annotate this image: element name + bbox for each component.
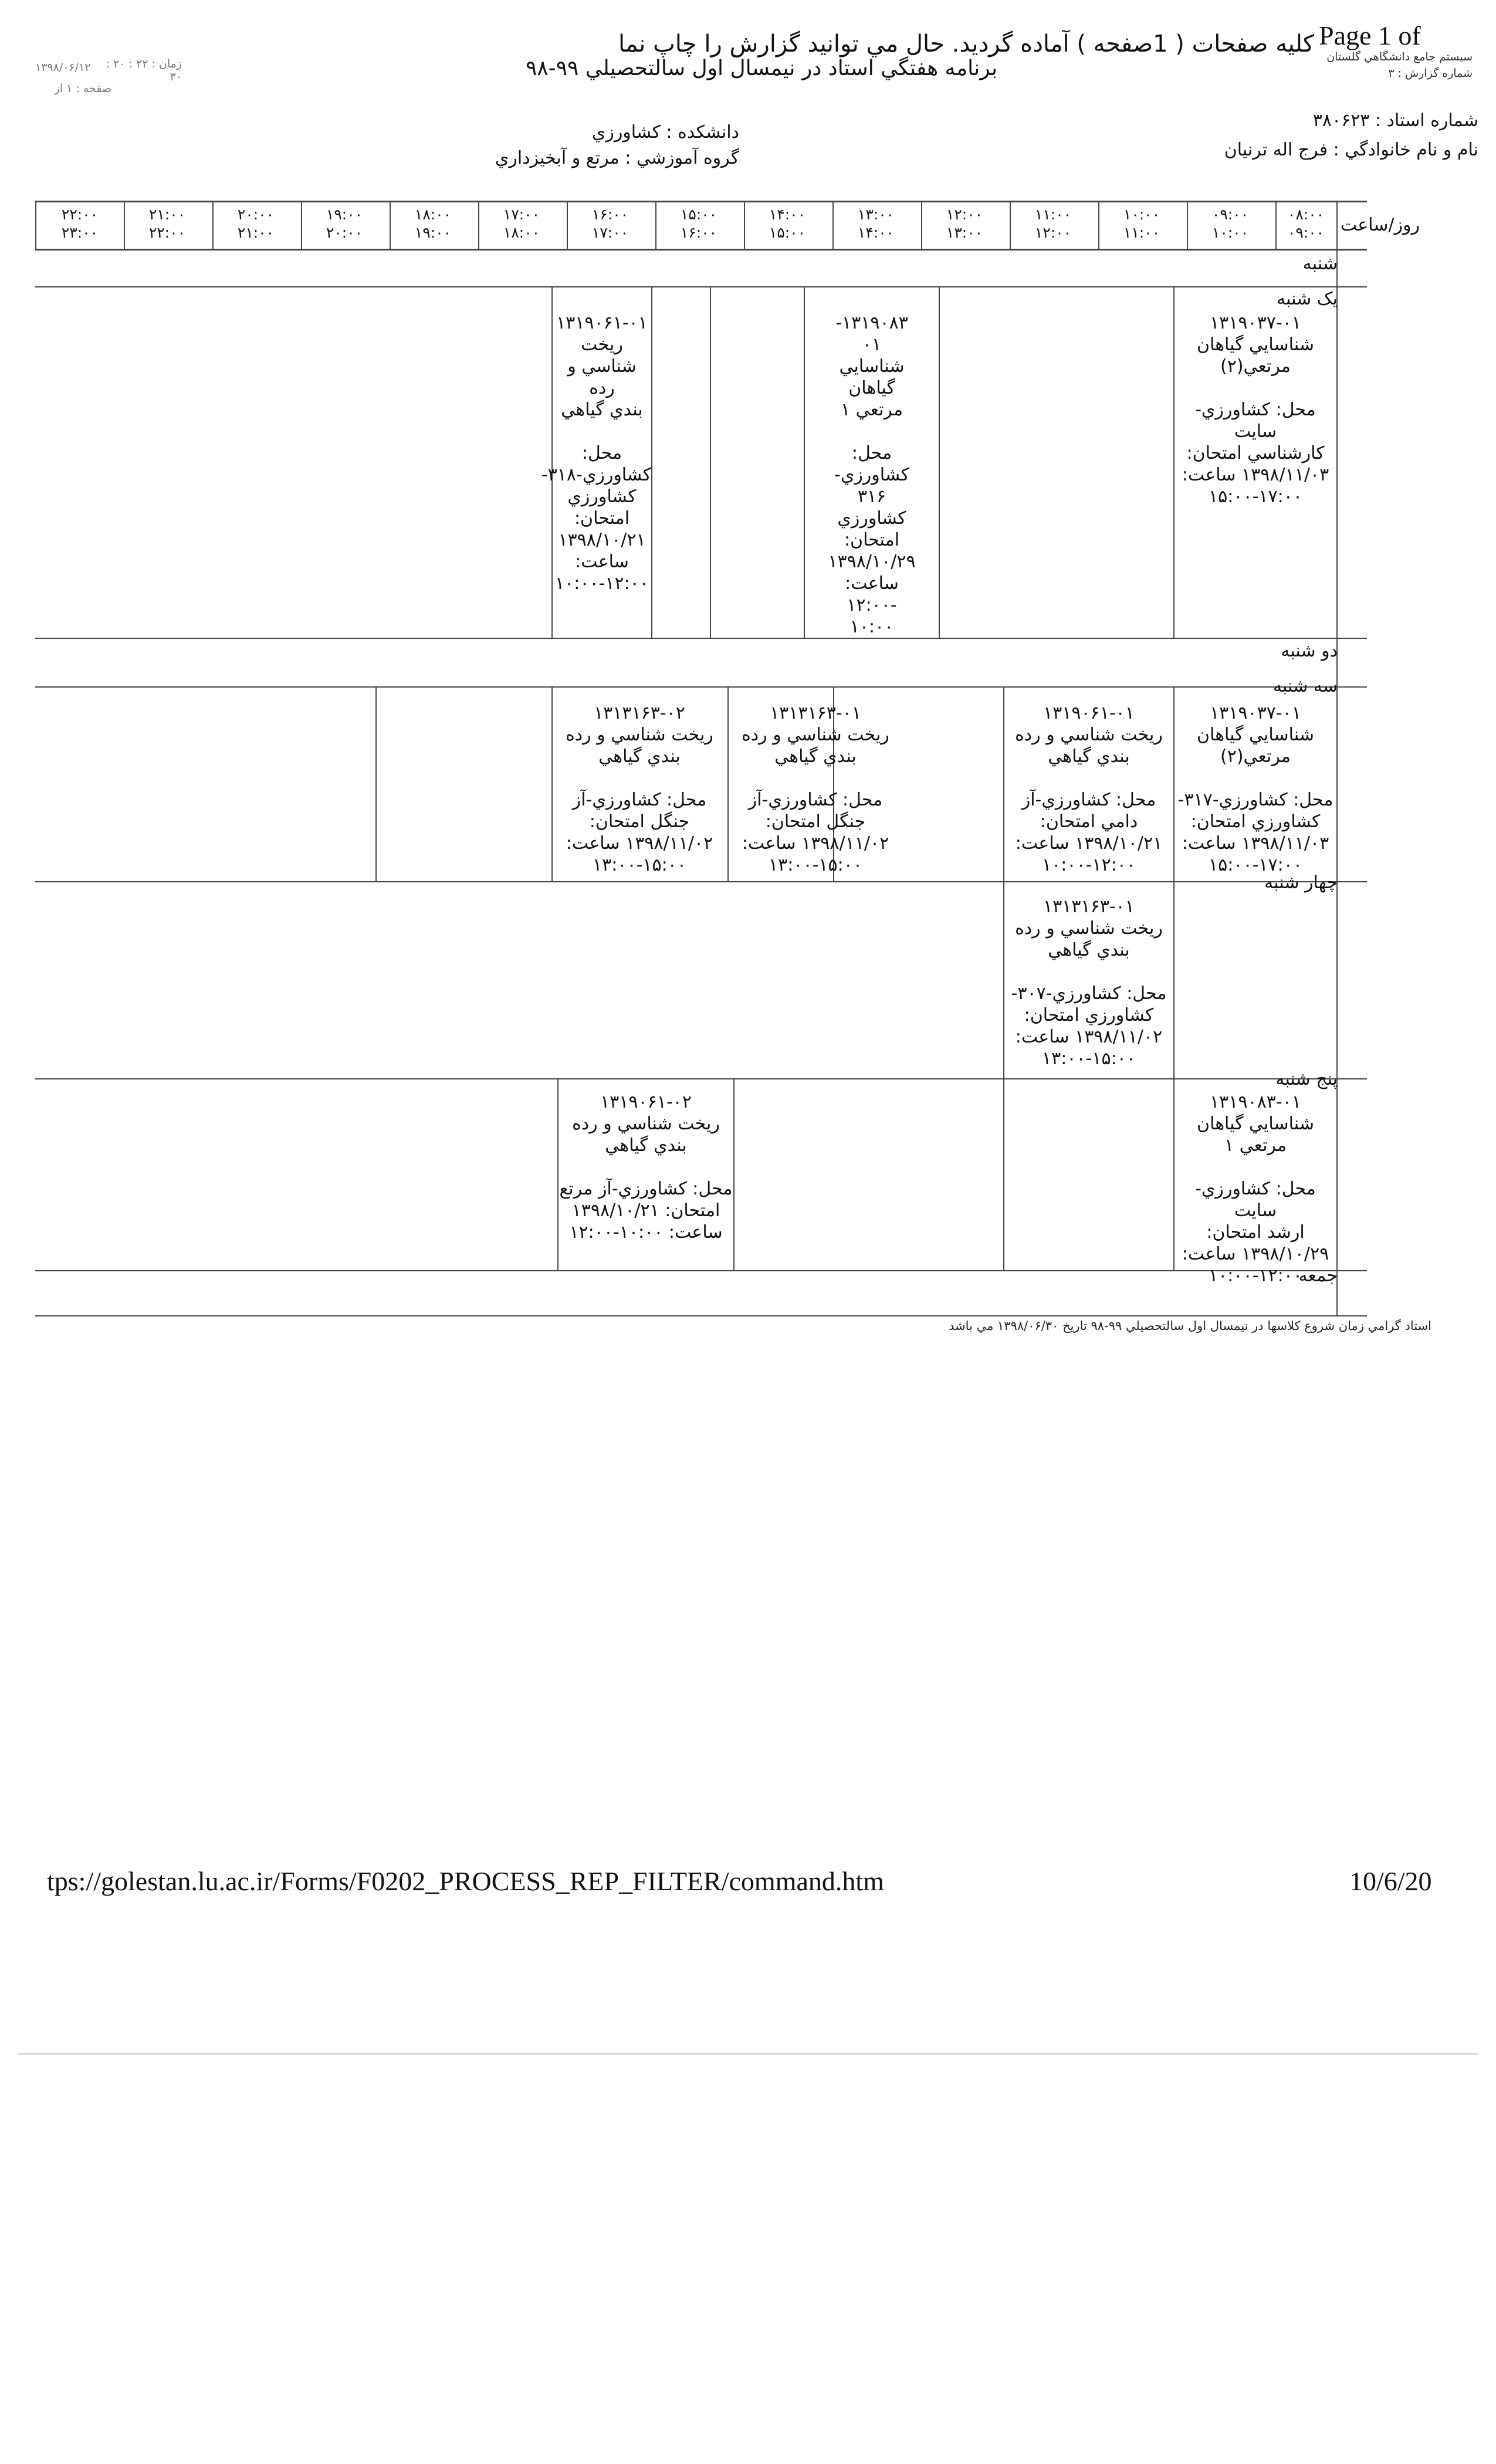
- page-title: برنامه هفتگي استاد در نيمسال اول سالتحصيلي ۹۹-۹۸: [526, 56, 997, 80]
- row-border: [35, 686, 1367, 688]
- table-bottom-border: [35, 1315, 1367, 1316]
- table-top-border: [35, 201, 1367, 202]
- time-slot-header: ۱۰:۰۰ ۱۱:۰۰: [1123, 206, 1160, 241]
- print-ready-message: کليه صفحات ( 1صفحه ) آماده گرديد. حال مي توانيد گزارش را چاپ نما: [618, 31, 1314, 57]
- faculty-name: دانشکده : کشاورزي: [591, 122, 739, 143]
- row-border: [35, 881, 1367, 882]
- weekly-schedule-table: [35, 201, 1420, 1315]
- time-slot-header: ۰۹:۰۰ ۱۰:۰۰: [1211, 206, 1249, 241]
- time-slot-header: ۲۱:۰۰ ۲۲:۰۰: [148, 206, 186, 241]
- row-border: [35, 638, 1367, 639]
- time-slot-header: ۰۸:۰۰ ۰۹:۰۰: [1287, 206, 1325, 241]
- report-time-small: زمان : ۲۲ : ۲۰ : ۳۰: [106, 57, 182, 83]
- day-time-corner-label: روز/ساعت: [1340, 215, 1420, 235]
- time-slot-header: ۱۳:۰۰ ۱۴:۰۰: [857, 206, 895, 241]
- day-label-thursday: پنج شنبه: [1275, 1069, 1338, 1089]
- time-slot-header: ۲۰:۰۰ ۲۱:۰۰: [237, 206, 275, 241]
- class-entry: ۱۳۱۹۰۶۱-۰۱ ريخت شناسي و رده بندي گياهي محل: کشاورزي-آز دامي امتحان: ۱۳۹۸/۱۰/۲۱ ساعت: ۱۰:۰۰-۱۲:۰۰: [1015, 703, 1163, 875]
- day-label-friday: جمعه: [1298, 1265, 1338, 1286]
- row-border: [35, 1078, 1367, 1079]
- day-label-sunday: يک شنبه: [1276, 289, 1338, 309]
- time-slot-header: ۱۴:۰۰ ۱۵:۰۰: [769, 206, 806, 241]
- day-label-saturday: شنبه: [1302, 253, 1338, 274]
- day-label-tuesday: سه شنبه: [1272, 676, 1338, 696]
- time-slot-header: ۱۸:۰۰ ۱۹:۰۰: [414, 206, 452, 241]
- teacher-name: نام و نام خانوادگي : فرج اله ترنيان: [1224, 140, 1478, 160]
- class-entry: ۱۳۱۹۰۸۳-۰۱ شناسايي گياهان مرتعي ۱ محل: کشاورزي- سايت ارشد امتحان: ۱۳۹۸/۱۰/۲۹ ساعت: ۱۰:۰۰-۱۲:۰۰: [1182, 1092, 1329, 1286]
- header-row-border: [35, 249, 1367, 251]
- print-date: 10/6/20: [1349, 1866, 1432, 1896]
- day-column-border: [1336, 201, 1338, 1316]
- time-slot-header: ۱۹:۰۰ ۲۰:۰۰: [326, 206, 363, 241]
- teacher-number: شماره استاد : ۳۸۰۶۲۳: [1312, 110, 1478, 131]
- time-slot-header: ۲۲:۰۰ ۲۳:۰۰: [61, 206, 99, 241]
- class-entry: ۱۳۱۹۰۸۳- ۰۱ شناسايي گياهان مرتعي ۱ محل: کشاورزي- ۳۱۶ کشاورزي امتحان: ۱۳۹۸/۱۰/۲۹ ساعت: -۱۲:۰۰ ۱۰:۰۰: [828, 313, 916, 637]
- page-url: tps://golestan.lu.ac.ir/Forms/F0202_PROCESS_REP_FILTER/command.htm: [47, 1866, 884, 1896]
- page-count-small: صفحه : ۱ از: [54, 82, 111, 95]
- class-entry: ۱۳۱۳۱۶۳-۰۲ ريخت شناسي و رده بندي گياهي محل: کشاورزي-آز جنگل امتحان: ۱۳۹۸/۱۱/۰۲ ساعت: ۱۳:۰۰-۱۵:۰۰: [566, 703, 713, 875]
- class-entry: ۱۳۱۹۰۳۷-۰۱ شناسايي گياهان مرتعي(۲) محل: کشاورزي-سايت کارشناسي امتحان: ۱۳۹۸/۱۱/۰۳ ساعت: ۱۵:۰۰-۱۷:۰۰: [1182, 313, 1329, 507]
- report-number: شماره گزارش : ۳: [1388, 67, 1473, 80]
- row-border: [35, 286, 1367, 287]
- row-border: [35, 1270, 1367, 1271]
- time-slot-header: ۱۲:۰۰ ۱۳:۰۰: [946, 206, 983, 241]
- system-name: سيستم جامع دانشگاهي گلستان: [1326, 50, 1473, 63]
- class-entry: ۱۳۱۳۱۶۳-۰۱ ريخت شناسي و رده بندي گياهي محل: کشاورزي-۳۰۷- کشاورزي امتحان: ۱۳۹۸/۱۱/۰۲ ساعت: ۱۳:۰۰-۱۵:۰۰: [1011, 896, 1167, 1069]
- scan-edge-line: [18, 2053, 1478, 2055]
- report-date-small: ۱۳۹۸/۰۶/۱۲: [35, 61, 91, 74]
- department-name: گروه آموزشي : مرتع و آبخيزداري: [495, 148, 739, 168]
- class-entry: ۱۳۱۹۰۳۷-۰۱ شناسايي گياهان مرتعي(۲) محل: کشاورزي-۳۱۷- کشاورزي امتحان: ۱۳۹۸/۱۱/۰۳ ساعت: ۱۵:۰۰-۱۷:۰۰: [1177, 703, 1333, 875]
- time-slot-header: ۱۵:۰۰ ۱۶:۰۰: [680, 206, 717, 241]
- class-entry: ۱۳۱۹۰۶۱-۰۱ ريخت شناسي و رده بندي گياهي محل: کشاورزي-۳۱۸- کشاورزي امتحان: ۱۳۹۸/۱۰/۲۱ ساعت: ۱۰:۰۰-۱۲:۰۰: [541, 313, 651, 594]
- day-label-wednesday: چهار شنبه: [1264, 872, 1338, 893]
- class-entry: ۱۳۱۹۰۶۱-۰۲ ريخت شناسي و رده بندي گياهي محل: کشاورزي-آز مرتع امتحان: ۱۳۹۸/۱۰/۲۱ ساعت: ۱۰:۰۰-۱۲:۰۰: [559, 1092, 733, 1243]
- time-slot-header: ۱۱:۰۰ ۱۲:۰۰: [1034, 206, 1072, 241]
- time-slot-header: ۱۷:۰۰ ۱۸:۰۰: [503, 206, 540, 241]
- class-start-footnote: استاد گرامي زمان شروع کلاسها در نيمسال اول سالتحصيلي ۹۹-۹۸ تاريخ ۱۳۹۸/۰۶/۳۰ مي باشد: [949, 1319, 1431, 1333]
- page-number-label: Page 1 of: [1319, 21, 1421, 50]
- class-entry: ۱۳۱۳۱۶۳-۰۱ ريخت شناسي و رده بندي گياهي محل: کشاورزي-آز جنگل امتحان: ۱۳۹۸/۱۱/۰۲ ساعت: ۱۳:۰۰-۱۵:۰۰: [742, 703, 889, 875]
- day-label-monday: دو شنبه: [1281, 641, 1338, 661]
- time-slot-header: ۱۶:۰۰ ۱۷:۰۰: [591, 206, 629, 241]
